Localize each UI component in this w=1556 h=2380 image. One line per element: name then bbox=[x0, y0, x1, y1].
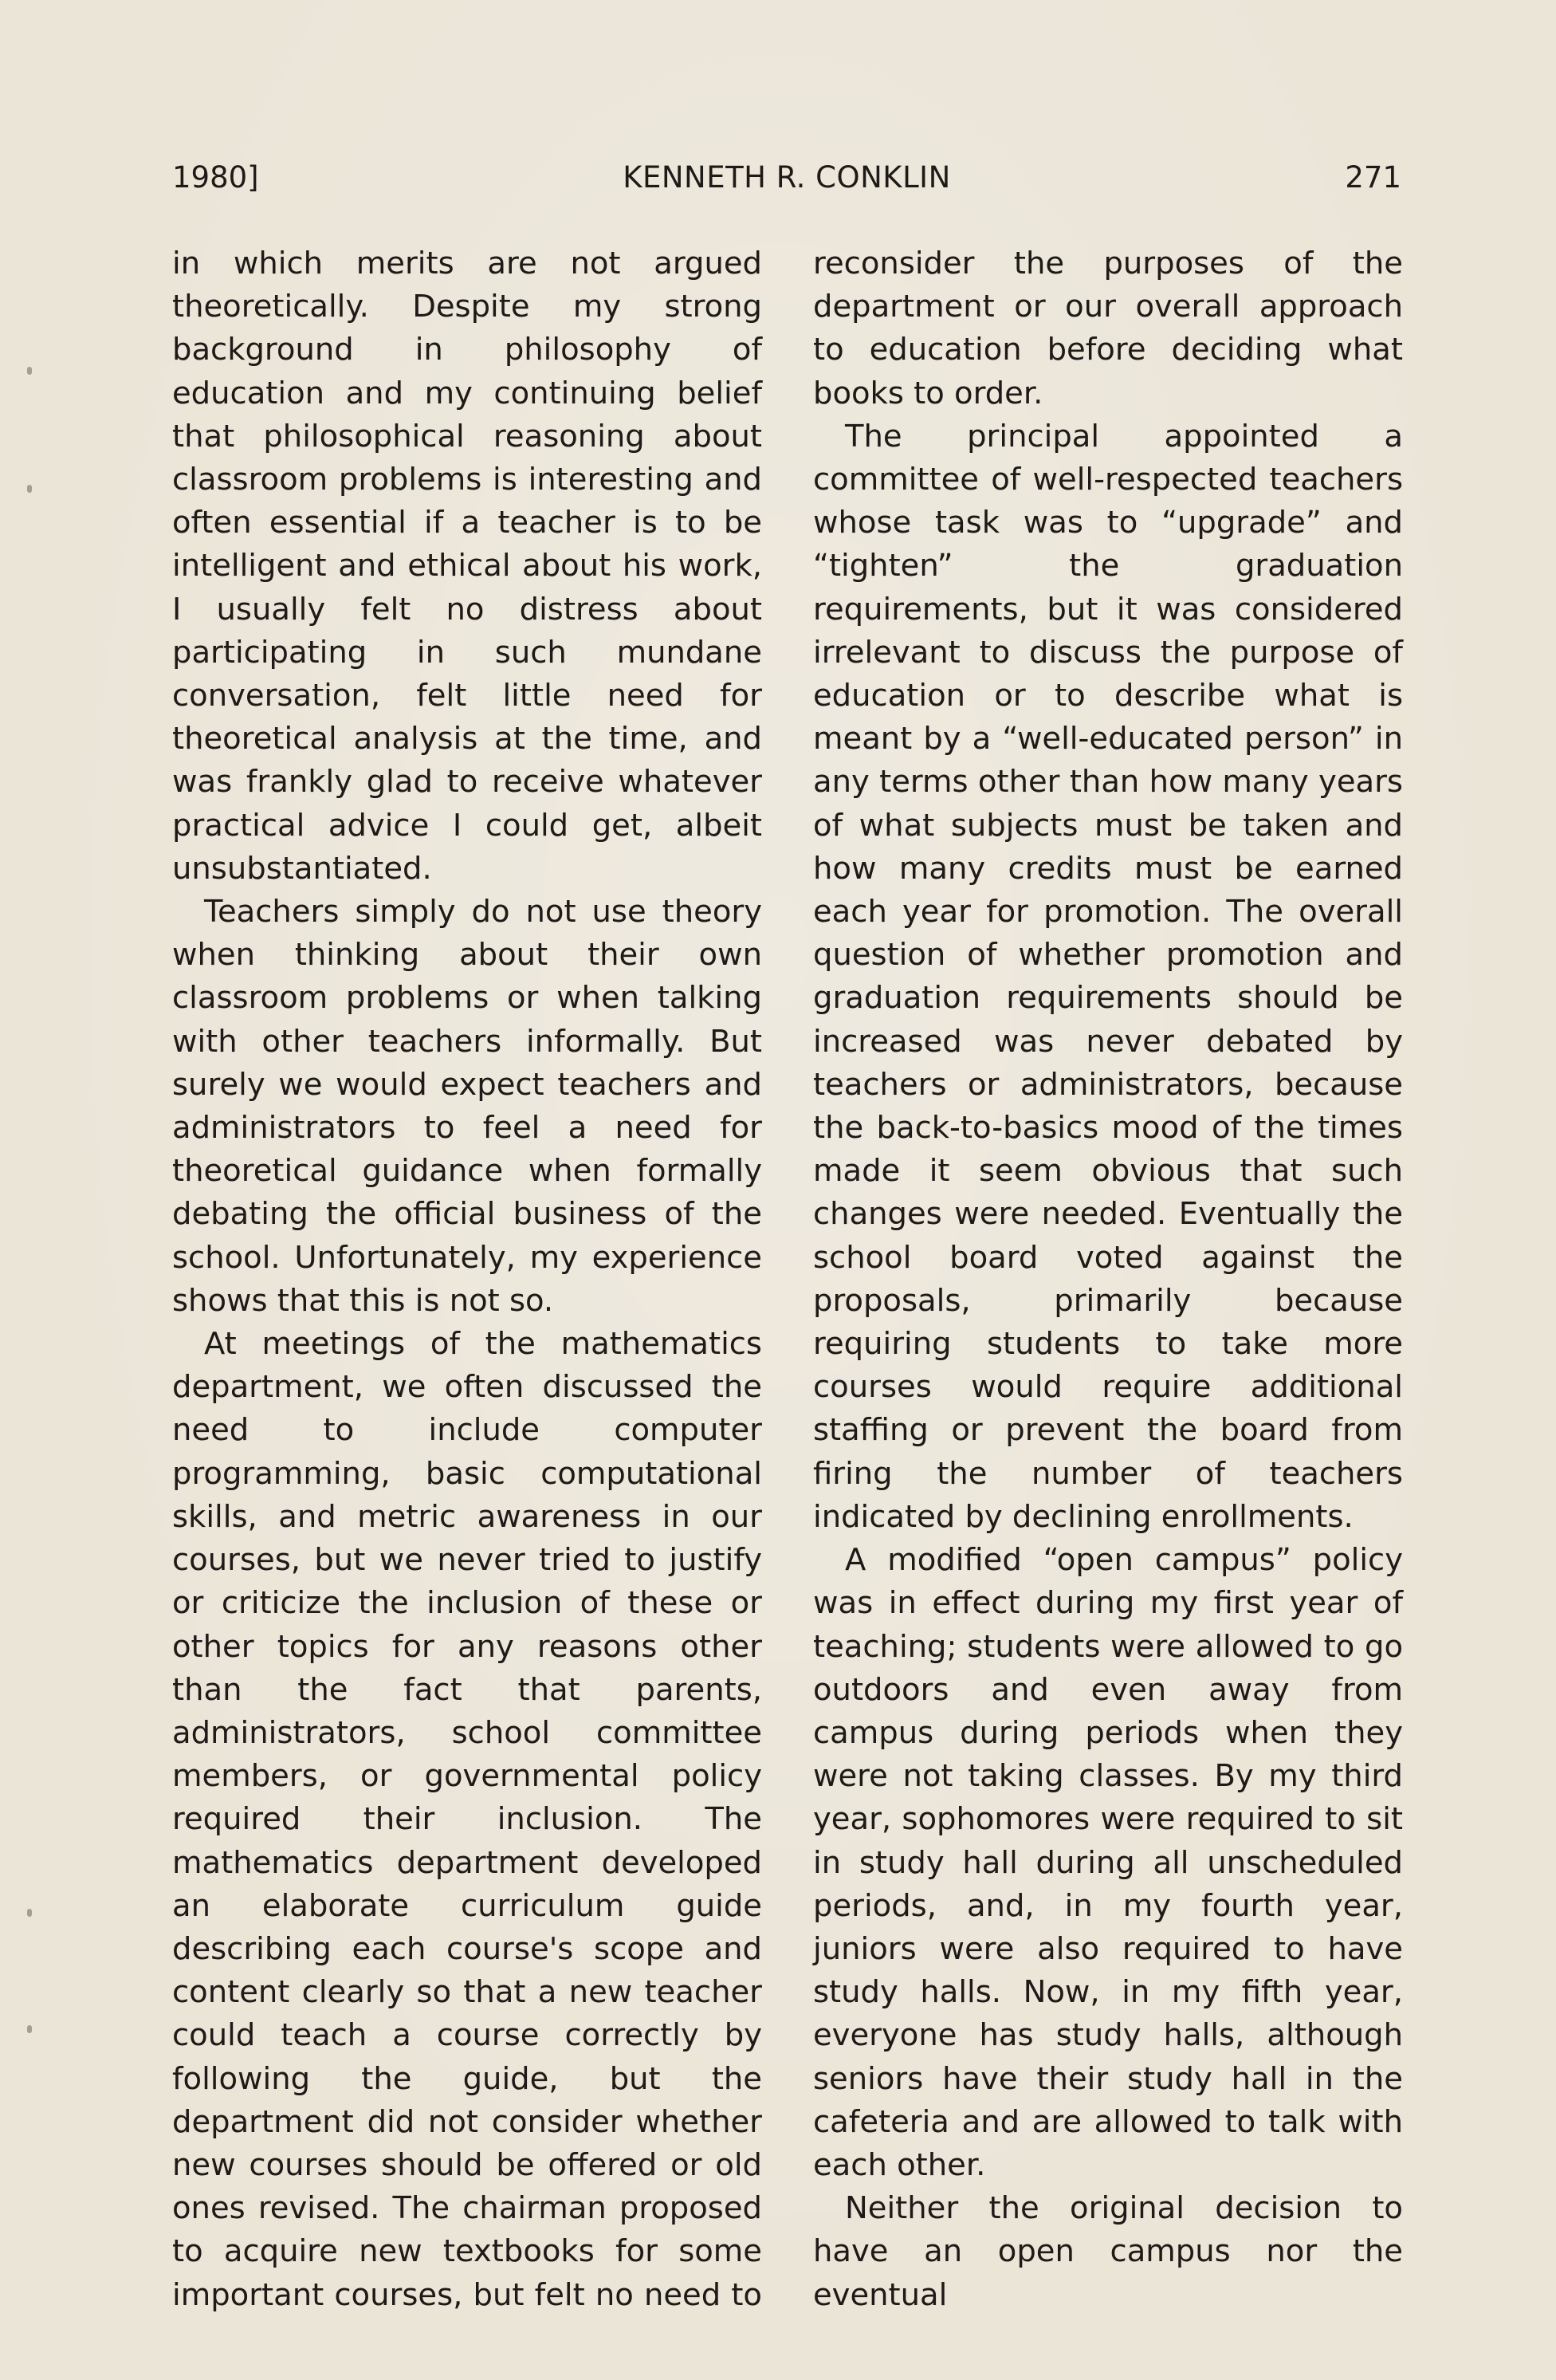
margin-speck bbox=[27, 367, 32, 375]
running-header bbox=[172, 154, 1401, 202]
paragraph: reconsider the purposes of the department or our overall approach to education before deciding what books to order. bbox=[813, 246, 1403, 411]
header-year: 1980] bbox=[172, 160, 259, 195]
paragraph: in which merits are not argued theoretically. Despite my strong background in philosophy of education and my continuing belief that philosophical reasoning about classroom problems is interesting and often essential if a teacher is to be intelligent and ethical about his work, I usually felt no distress about participating in such mundane conversation, felt little need for theoretical analysis at the time, and was frankly glad to receive whatever practical advice I could get, albeit unsubstantiated. bbox=[172, 246, 762, 887]
page-number: 271 bbox=[1345, 160, 1401, 195]
paragraph: At meetings of the mathematics department, we often discussed the need to include computer programming, basic computational skills, and metric awareness in our courses, but we never tried to justify or criticize the inclusion of these or other topics for any reasons other than the fact that parents, administrators, school committee members, or governmental policy required their inclusion. The mathematics department developed an elaborate curriculum guide describing each course's scope and content clearly so that a new teacher could teach a course correctly by following the guide, but the department did not consider whether new courses should be offered or old ones revised. The chairman proposed to acquire new textbooks for some important courses, but felt no need to bbox=[172, 1326, 762, 2313]
margin-speck bbox=[27, 1909, 32, 1917]
margin-speck bbox=[27, 2025, 32, 2033]
paragraph: The principal appointed a committee of well-respected teachers whose task was to “upgrade” and “tighten” the graduation requirements, but it was considered irrelevant to discuss the purpose of education or to describe what is meant by a “well-educated person” in any terms other than how many years of what subjects must be taken and how many credits must be earned each year for promotion. The overall question of whether promotion and graduation requirements should be increased was never debated by teachers or administrators, because the back-to-basics mood of the times made it seem obvious that such changes were needed. Eventually the school board voted against the proposals, primarily because requiring students to take more courses would require additional staffing or prevent the board from firing the number of teachers indicated by declining enrollments. bbox=[813, 418, 1403, 1535]
margin-speck bbox=[27, 485, 32, 493]
left-column bbox=[172, 242, 762, 2317]
header-author: KENNETH R. CONKLIN bbox=[623, 160, 951, 195]
paragraph: Neither the original decision to have an open campus nor the eventual bbox=[813, 2190, 1403, 2313]
right-column bbox=[813, 242, 1403, 2317]
paragraph: Teachers simply do not use theory when thinking about their own classroom problems or when talking with other teachers informally. But surely we would expect teachers and administrators to feel a need for theoretical guidance when formally debating the official business of the school. Unfortunately, my experience shows that this is not so. bbox=[172, 894, 762, 1319]
paragraph: A modified “open campus” policy was in effect during my first year of teaching; students were allowed to go outdoors and even away from campus during periods when they were not taking classes. By my third year, sophomores were required to sit in study hall during all unscheduled periods, and, in my fourth year, juniors were also required to have study halls. Now, in my fifth year, everyone has study halls, although seniors have their study hall in the cafeteria and are allowed to talk with each other. bbox=[813, 1542, 1403, 2183]
